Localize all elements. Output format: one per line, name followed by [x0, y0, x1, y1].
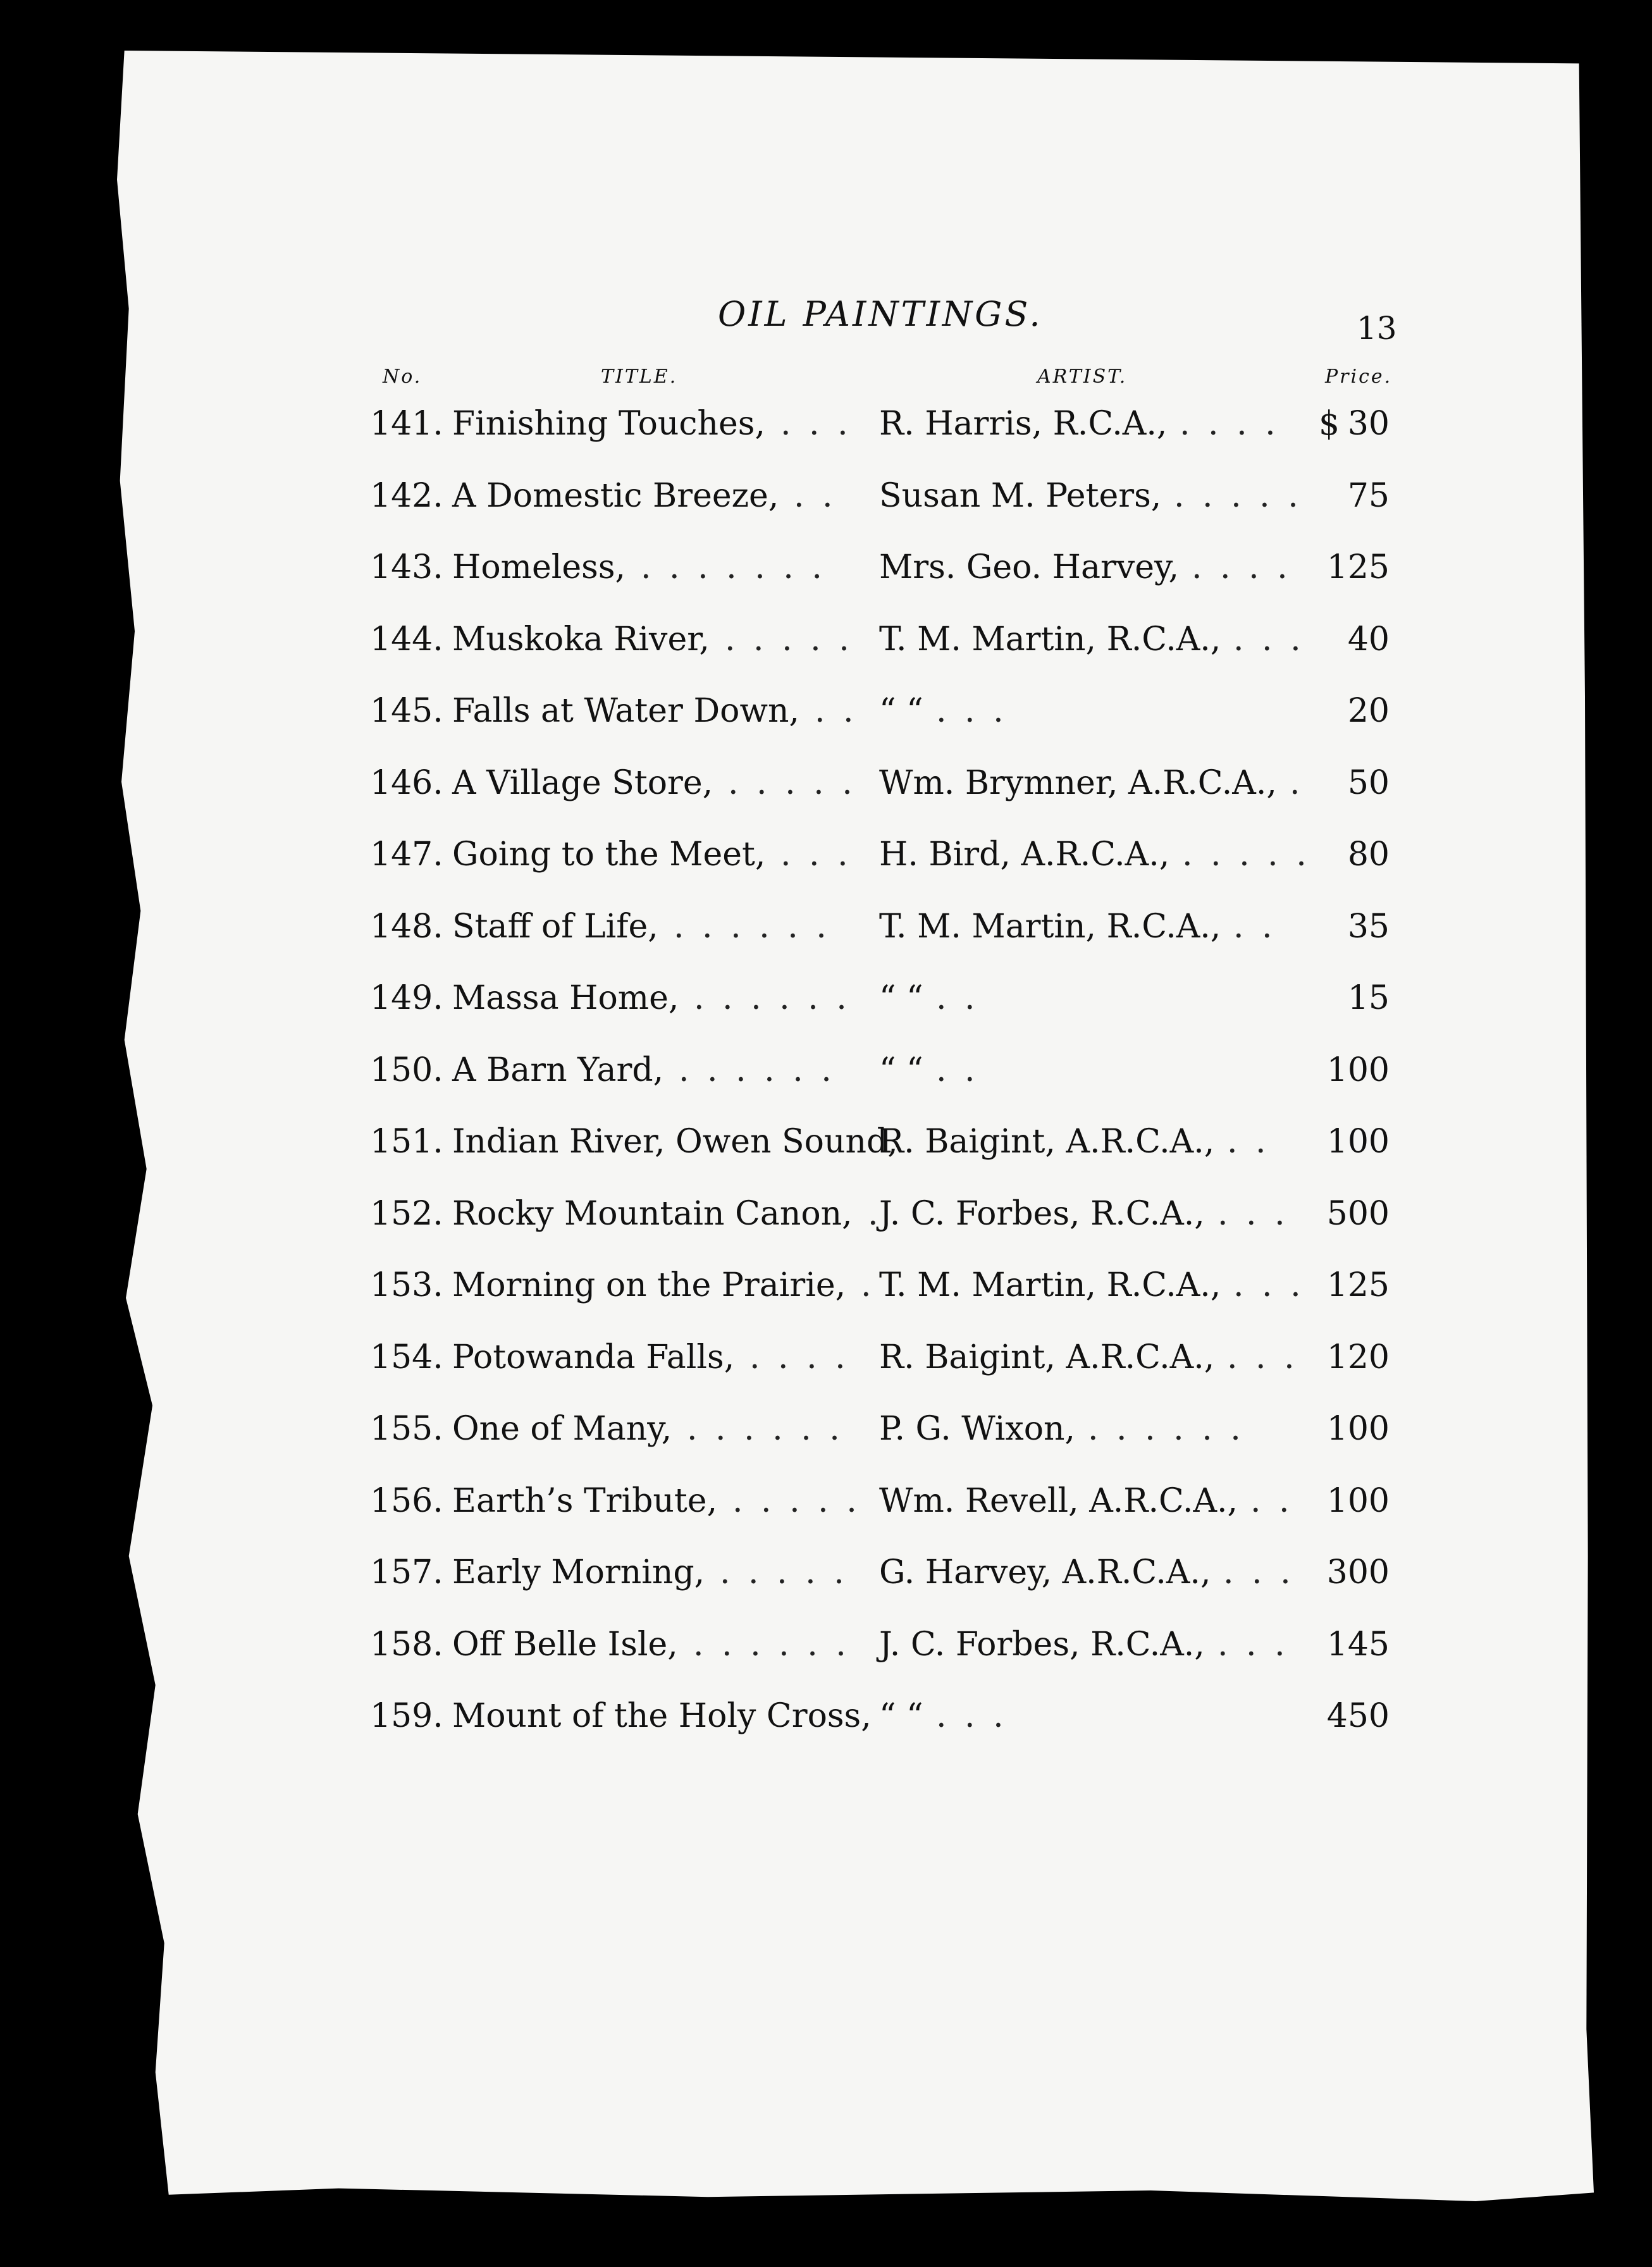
leader-dots: . . . . . . — [694, 979, 851, 1017]
leader-dots: . . . . . . — [679, 1051, 835, 1089]
page-number: 13 — [1357, 310, 1397, 347]
column-header-title: TITLE. — [601, 366, 678, 388]
leader-dots: . . . . — [1192, 548, 1291, 586]
leader-dots: . . . . . — [728, 763, 856, 802]
entry-price: 100 — [1326, 1410, 1390, 1448]
leader-dots: . . . . . — [1182, 836, 1310, 874]
entry-number: 155. — [370, 1410, 443, 1448]
table-row — [0, 979, 1652, 1051]
table-row — [0, 692, 1652, 764]
entry-number: 144. — [370, 620, 443, 658]
entry-currency: $ — [1319, 405, 1340, 443]
painting-list — [0, 405, 1652, 1769]
entry-price: 80 — [1347, 836, 1390, 874]
entry-price: 50 — [1347, 763, 1390, 802]
table-row — [0, 1266, 1652, 1338]
table-row — [0, 1410, 1652, 1482]
entry-artist: Susan M. Peters, — [879, 476, 1162, 515]
entry-artist: R. Harris, R.C.A., — [879, 405, 1168, 443]
entry-price: 100 — [1326, 1481, 1390, 1520]
entry-title: Massa Home, — [452, 979, 679, 1017]
entry-number: 159. — [370, 1697, 443, 1735]
entry-number: 143. — [370, 548, 443, 586]
leader-dots: . . — [815, 692, 858, 730]
entry-artist: H. Bird, A.R.C.A., — [879, 836, 1170, 874]
entry-number: 147. — [370, 836, 443, 874]
leader-dots: . — [868, 1194, 882, 1233]
page-title: OIL PAINTINGS. — [718, 294, 1043, 334]
entry-number: 148. — [370, 907, 443, 946]
entry-title: Going to the Meet, — [452, 836, 766, 874]
leader-dots: . . . — [780, 405, 852, 443]
entry-title: Earth’s Tribute, — [452, 1481, 718, 1520]
column-header-price: Price. — [1325, 366, 1393, 388]
entry-artist: “ “ — [879, 692, 923, 730]
entry-price: 300 — [1326, 1554, 1390, 1591]
entry-price: 30 — [1347, 405, 1390, 443]
column-header-no: No. — [383, 366, 422, 388]
leader-dots: . . — [794, 476, 837, 515]
entry-title: Homeless, — [452, 548, 626, 586]
entry-artist: R. Baigint, A.R.C.A., — [879, 1123, 1215, 1161]
table-row — [0, 1051, 1652, 1123]
table-row — [0, 405, 1652, 477]
entry-title: One of Many, — [452, 1410, 672, 1448]
leader-dots: . . . — [936, 692, 1008, 730]
leader-dots: . — [1290, 763, 1304, 802]
entry-price: 15 — [1347, 979, 1390, 1017]
entry-title: Falls at Water Down, — [452, 692, 799, 730]
entry-artist: Wm. Brymner, A.R.C.A., — [879, 763, 1277, 802]
entry-price: 125 — [1326, 1266, 1390, 1304]
entry-price: 75 — [1347, 476, 1390, 515]
entry-title: Morning on the Prairie, — [452, 1266, 846, 1304]
table-row — [0, 1697, 1652, 1769]
table-row — [0, 1195, 1652, 1267]
leader-dots: . . . — [1233, 1266, 1305, 1304]
leader-dots: . . — [1227, 1123, 1270, 1161]
entry-artist: “ “ — [879, 1051, 923, 1089]
entry-title: Finishing Touches, — [452, 405, 765, 443]
entry-artist: T. M. Martin, R.C.A., — [879, 1266, 1221, 1304]
leader-dots: . . — [1250, 1481, 1293, 1520]
table-row — [0, 908, 1652, 980]
entry-artist: J. C. Forbes, R.C.A., — [879, 1194, 1205, 1233]
entry-title: A Village Store, — [452, 763, 713, 802]
table-row — [0, 764, 1652, 836]
entry-title: Potowanda Falls, — [452, 1338, 735, 1376]
table-row — [0, 1554, 1652, 1626]
entry-title: A Domestic Breeze, — [452, 476, 779, 515]
entry-number: 141. — [370, 405, 443, 443]
leader-dots: . . . . . . — [687, 1410, 844, 1448]
entry-artist: Mrs. Geo. Harvey, — [879, 548, 1179, 586]
column-header-artist: ARTIST. — [1037, 366, 1128, 388]
entry-title: Muskoka River, — [452, 620, 710, 658]
leader-dots: . . . . — [1180, 405, 1279, 443]
entry-number: 146. — [370, 763, 443, 802]
entry-price: 100 — [1326, 1051, 1390, 1089]
entry-title: Off Belle Isle, — [452, 1625, 678, 1664]
entry-title: A Barn Yard, — [452, 1051, 664, 1089]
entry-number: 145. — [370, 692, 443, 730]
entry-number: 150. — [370, 1051, 443, 1089]
leader-dots: . . . . . — [725, 620, 853, 658]
leader-dots: . . . — [1217, 1194, 1289, 1233]
entry-artist: J. C. Forbes, R.C.A., — [879, 1625, 1205, 1664]
entry-number: 152. — [370, 1194, 443, 1233]
entry-title: Indian River, Owen Sound, — [452, 1123, 898, 1161]
scan-speck — [281, 18, 308, 49]
leader-dots: . . — [1233, 907, 1276, 946]
entry-number: 149. — [370, 979, 443, 1017]
table-row — [0, 1123, 1652, 1195]
leader-dots: . . . — [1223, 1554, 1295, 1591]
leader-dots: . . . — [1227, 1338, 1298, 1376]
leader-dots: . . . . . — [732, 1481, 861, 1520]
entry-artist: R. Baigint, A.R.C.A., — [879, 1338, 1215, 1376]
entry-artist: G. Harvey, A.R.C.A., — [879, 1554, 1211, 1591]
entry-price: 120 — [1326, 1338, 1390, 1376]
entry-title: Mount of the Holy Cross, — [452, 1697, 872, 1735]
entry-price: 100 — [1326, 1123, 1390, 1161]
entry-number: 156. — [370, 1481, 443, 1520]
entry-artist: “ “ — [879, 1697, 923, 1735]
entry-price: 450 — [1326, 1697, 1390, 1735]
table-row — [0, 477, 1652, 549]
entry-number: 151. — [370, 1123, 443, 1161]
entry-number: 142. — [370, 476, 443, 515]
leader-dots: . — [861, 1266, 875, 1304]
entry-number: 153. — [370, 1266, 443, 1304]
leader-dots: . . . . . . — [693, 1625, 850, 1664]
entry-price: 35 — [1347, 907, 1390, 946]
entry-artist: P. G. Wixon, — [879, 1410, 1076, 1448]
leader-dots: . . . — [780, 836, 852, 874]
table-row — [0, 548, 1652, 621]
entry-price: 125 — [1326, 548, 1390, 586]
table-row — [0, 1338, 1652, 1411]
table-row — [0, 836, 1652, 908]
table-row — [0, 1482, 1652, 1554]
entry-title: Staff of Life, — [452, 907, 658, 946]
leader-dots: . . . . — [749, 1338, 849, 1376]
leader-dots: . . — [936, 1051, 979, 1089]
table-row — [0, 1626, 1652, 1698]
entry-price: 20 — [1347, 692, 1390, 730]
entry-price: 40 — [1347, 620, 1390, 658]
leader-dots: . . . — [1217, 1625, 1289, 1664]
leader-dots: . . . . . . — [1088, 1410, 1245, 1448]
entry-number: 154. — [370, 1338, 443, 1376]
leader-dots: . . . . . — [720, 1554, 848, 1591]
entry-artist: T. M. Martin, R.C.A., — [879, 620, 1221, 658]
leader-dots: . . . . . . . — [641, 548, 826, 586]
leader-dots: . . — [936, 979, 979, 1017]
entry-number: 157. — [370, 1554, 443, 1591]
entry-number: 158. — [370, 1625, 443, 1664]
entry-title: Early Morning, — [452, 1554, 705, 1591]
entry-artist: “ “ — [879, 979, 923, 1017]
leader-dots: . . . . . — [1174, 476, 1302, 515]
leader-dots: . . . — [936, 1697, 1008, 1735]
entry-title: Rocky Mountain Canon, — [452, 1194, 853, 1233]
entry-artist: T. M. Martin, R.C.A., — [879, 907, 1221, 946]
leader-dots: . . . — [1233, 620, 1305, 658]
entry-price: 145 — [1326, 1625, 1390, 1664]
table-row — [0, 621, 1652, 693]
entry-price: 500 — [1326, 1194, 1390, 1233]
entry-artist: Wm. Revell, A.R.C.A., — [879, 1481, 1238, 1520]
leader-dots: . . . . . . — [674, 907, 830, 946]
